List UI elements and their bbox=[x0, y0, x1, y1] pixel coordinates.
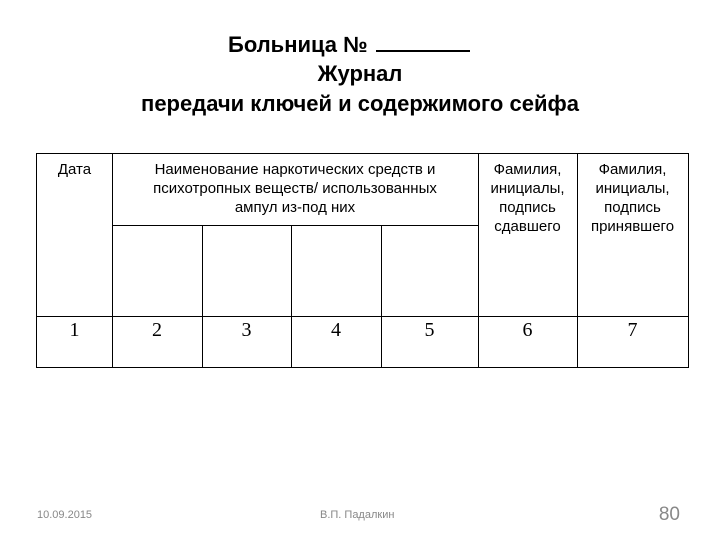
col-number-3: 3 bbox=[241, 319, 252, 341]
page-number: 80 bbox=[658, 504, 680, 525]
header-giver-line1: Фамилия, bbox=[493, 161, 562, 178]
header-substances-line3: ампул из-под них bbox=[234, 199, 356, 216]
col-divider-4 bbox=[381, 225, 382, 367]
hospital-number-blank bbox=[376, 30, 470, 52]
header-receiver-line2: инициалы, bbox=[595, 180, 670, 197]
header-substances-line2: психотропных веществ/ использованных bbox=[153, 180, 437, 197]
header-giver-line3: подпись bbox=[499, 199, 556, 216]
journal-table bbox=[36, 153, 689, 368]
substances-subheader-line bbox=[112, 225, 478, 226]
header-receiver-line4: принявшего bbox=[590, 218, 675, 235]
col-divider-2 bbox=[202, 225, 203, 367]
journal-subtitle: передачи ключей и содержимого сейфа bbox=[141, 91, 579, 116]
header-substances-line1: Наименование наркотических средств и bbox=[154, 161, 436, 178]
col-number-2: 2 bbox=[152, 319, 162, 341]
header-giver-line4: сдавшего bbox=[494, 218, 561, 235]
footer-date: 10.09.2015 bbox=[37, 509, 93, 521]
header-receiver-line1: Фамилия, bbox=[598, 161, 667, 178]
col-number-1: 1 bbox=[69, 319, 80, 341]
header-date: Дата bbox=[57, 161, 92, 178]
numbers-row-line bbox=[37, 316, 688, 317]
header-giver-line2: инициалы, bbox=[490, 180, 565, 197]
journal-title: Журнал bbox=[317, 61, 403, 86]
col-number-7: 7 bbox=[627, 319, 638, 341]
footer-author: В.П. Падалкин bbox=[320, 509, 395, 521]
hospital-title bbox=[228, 30, 470, 59]
header-receiver-line3: подпись bbox=[604, 199, 661, 216]
col-divider-3 bbox=[291, 225, 292, 367]
col-number-5: 5 bbox=[424, 319, 435, 341]
col-number-4: 4 bbox=[331, 319, 341, 341]
col-number-6: 6 bbox=[522, 319, 533, 341]
hospital-label: Больница № bbox=[228, 32, 368, 57]
